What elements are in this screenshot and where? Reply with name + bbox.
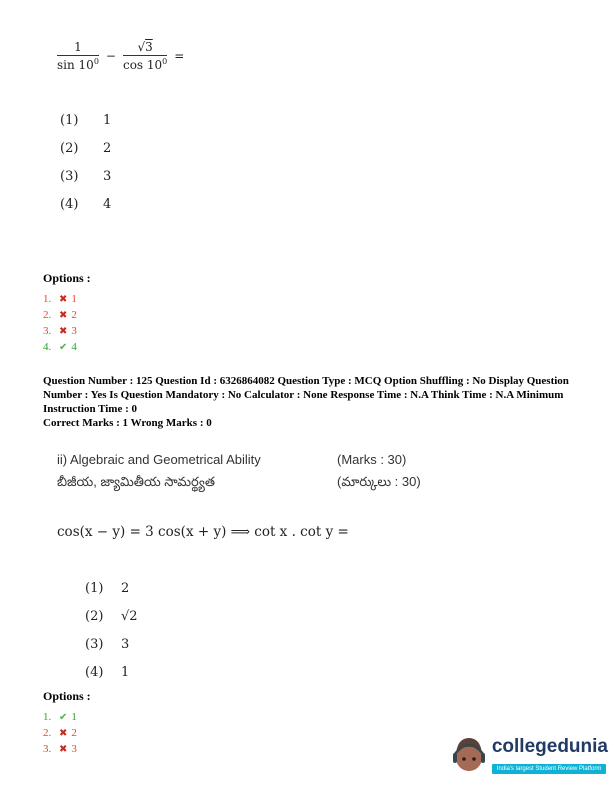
question-1-answer-key [43,271,91,355]
superscript: 0 [162,57,168,66]
metadata-line: Question Number : 125 Question Id : 6326864082 Question Type : MCQ Option Shuffling : No Display Question Number : Yes Is Question Mandatory : No Calculator : None Response Time : N.A Think Time : N.A Minimum Instruction Time : 0 [43,375,569,415]
answer-number: 2. [43,727,52,739]
radicand: 3 [145,40,153,54]
choice-label: (4) [85,664,104,680]
question-1-expression [55,40,189,72]
marks-line: Correct Marks : 1 Wrong Marks : 0 [43,417,212,429]
answer-row [43,741,91,757]
answer-number: 1. [43,711,52,723]
cross-icon: ✖ [59,293,68,305]
denominator-text: cos 10 [122,58,163,72]
choice-value: 3 [103,168,112,184]
mascot-icon [452,733,486,778]
choice-label: (3) [85,636,104,652]
answer-value: 3 [71,743,77,755]
answer-number: 4. [43,341,52,353]
question-2-choices [85,574,138,686]
choice-row [60,162,111,190]
answer-row [43,323,91,339]
denominator-text: sin 10 [57,58,94,72]
answer-row [43,725,91,741]
minus-operator: − [105,49,116,63]
choice-row [60,134,111,162]
section-title-english: ii) Algebraic and Geometrical Ability [57,452,261,467]
cross-icon: ✖ [59,325,68,337]
fraction-denominator [57,56,99,72]
section-title-telugu: బీజీయ, జ్యామితీయ సామర్థ్యత [57,474,215,489]
collegedunia-logo [452,733,608,778]
equals-sign: = [174,49,185,63]
choice-row [85,574,138,602]
choice-row [85,658,138,686]
cross-icon: ✖ [59,309,68,321]
answer-number: 2. [43,309,52,321]
answer-value: 4 [71,341,77,353]
choice-label: (2) [60,140,79,156]
fraction-1 [57,40,99,72]
question-2-expression: cos(x − y) = 3 cos(x + y) ⟹ cot x . cot y = [57,524,349,540]
question-1-choices [60,106,111,218]
radical-sign: √ [137,40,146,54]
choice-row [60,106,111,134]
answer-row [43,291,91,307]
section-marks-english: (Marks : 30) [337,452,407,467]
choice-label: (2) [85,608,104,624]
choice-row [60,190,111,218]
superscript: 0 [93,57,99,66]
choice-label: (4) [60,196,79,212]
options-heading: Options : [43,689,91,703]
choice-label: (3) [60,168,79,184]
brand-name: collegedunia [491,735,608,757]
brand-tagline: India's largest Student Review Platform [492,764,607,774]
check-icon: ✔ [59,711,68,723]
answer-value: 1 [71,293,77,305]
cross-icon: ✖ [59,727,68,739]
answer-value: 2 [71,309,77,321]
choice-value: 2 [103,140,112,156]
answer-row [43,709,91,725]
choice-label: (1) [60,112,79,128]
answer-number: 1. [43,293,52,305]
section-marks-telugu: (మార్కులు : 30) [337,474,421,489]
fraction-denominator [123,56,167,72]
choice-value: √2 [121,608,138,624]
section-row-telugu [57,474,557,493]
question-metadata [43,374,578,430]
check-icon: ✔ [59,341,68,353]
answer-value: 1 [71,711,77,723]
answer-number: 3. [43,743,52,755]
choice-value: 4 [103,196,112,212]
answer-row [43,339,91,355]
section-heading [57,452,557,500]
choice-label: (1) [85,580,104,596]
answer-row [43,307,91,323]
choice-row [85,602,138,630]
fraction-2 [123,40,167,72]
logo-text [492,737,608,775]
choice-value: 1 [103,112,112,128]
section-row-english [57,452,557,467]
cross-icon: ✖ [59,743,68,755]
question-2-answer-key [43,689,91,757]
choice-row [85,630,138,658]
choice-value: 3 [121,636,130,652]
choice-value: 2 [121,580,130,596]
answer-value: 2 [71,727,77,739]
answer-number: 3. [43,325,52,337]
answer-value: 3 [71,325,77,337]
fraction-numerator [123,40,167,56]
fraction-numerator: 1 [57,40,99,56]
choice-value: 1 [121,664,130,680]
options-heading: Options : [43,271,91,285]
